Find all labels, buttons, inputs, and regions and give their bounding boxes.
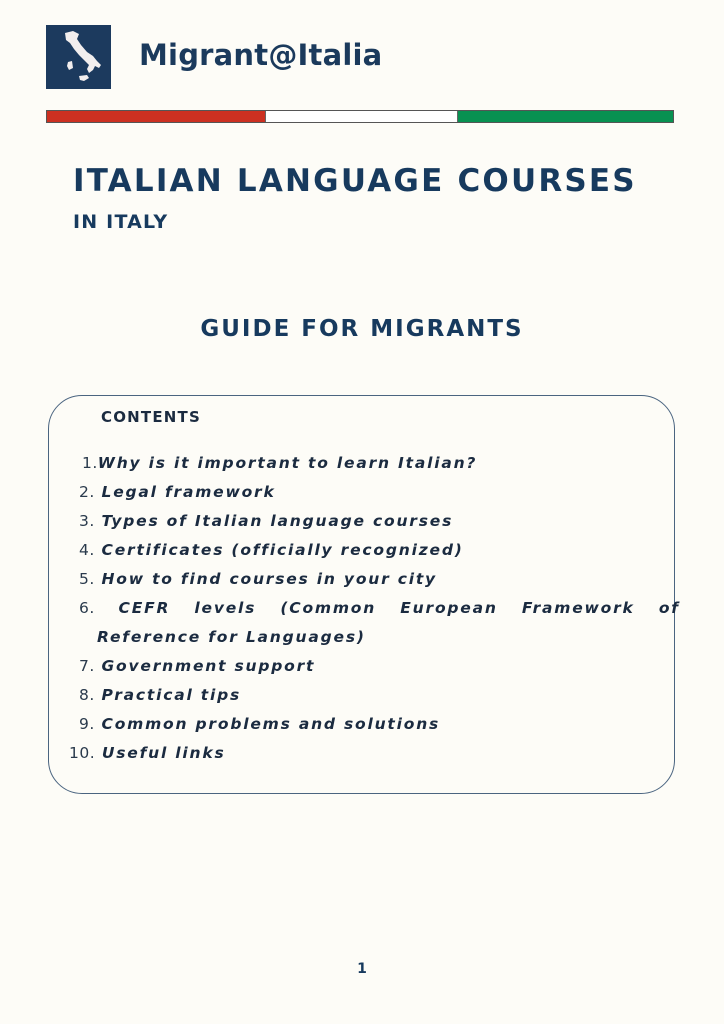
italy-map-icon bbox=[46, 25, 111, 89]
toc-item[interactable] bbox=[79, 541, 464, 559]
toc-item-text: Government support bbox=[101, 657, 316, 675]
toc-item-text: How to find courses in your city bbox=[101, 570, 437, 588]
toc-item-number: 3. bbox=[79, 512, 95, 530]
toc-item-text: CEFR levels (Common European Framework of bbox=[118, 599, 680, 617]
toc-item[interactable] bbox=[79, 512, 453, 530]
table-of-contents bbox=[48, 395, 680, 794]
logo bbox=[46, 25, 111, 89]
toc-item-text: Why is it important to learn Italian? bbox=[97, 454, 478, 472]
toc-item-text: Practical tips bbox=[101, 686, 242, 704]
toc-item-number: 2. bbox=[79, 483, 95, 501]
toc-item-number: 1. bbox=[82, 454, 98, 472]
toc-item-number: 6. bbox=[79, 599, 95, 617]
flag-green-stripe bbox=[458, 111, 673, 122]
toc-item-number: 4. bbox=[79, 541, 95, 559]
toc-item[interactable] bbox=[69, 744, 226, 762]
flag-red-stripe bbox=[47, 111, 266, 122]
brand-name: Migrant@Italia bbox=[139, 38, 383, 72]
document-subtitle: IN ITALY bbox=[73, 211, 169, 233]
toc-item-number: 5. bbox=[79, 570, 95, 588]
toc-item[interactable] bbox=[79, 657, 315, 675]
toc-item-number: 7. bbox=[79, 657, 95, 675]
toc-item-continuation[interactable] bbox=[97, 628, 366, 646]
toc-item-text: Legal framework bbox=[101, 483, 276, 501]
toc-item[interactable] bbox=[79, 599, 680, 617]
toc-item-text: Certificates (officially recognized) bbox=[101, 541, 464, 559]
toc-item[interactable] bbox=[79, 570, 437, 588]
contents-heading: CONTENTS bbox=[101, 408, 201, 426]
italian-flag-bar bbox=[46, 110, 674, 123]
toc-item[interactable] bbox=[79, 686, 241, 704]
toc-item-text: Types of Italian language courses bbox=[101, 512, 454, 530]
toc-item[interactable] bbox=[82, 454, 477, 472]
toc-item[interactable] bbox=[79, 715, 440, 733]
page-number: 1 bbox=[357, 961, 367, 977]
toc-item-text: Useful links bbox=[101, 744, 226, 762]
toc-item-text: Common problems and solutions bbox=[101, 715, 441, 733]
document-title: ITALIAN LANGUAGE COURSES bbox=[73, 163, 637, 199]
toc-item-text: Reference for Languages) bbox=[97, 628, 366, 646]
toc-item-number: 8. bbox=[79, 686, 95, 704]
toc-item[interactable] bbox=[79, 483, 276, 501]
toc-item-number: 9. bbox=[79, 715, 95, 733]
flag-white-stripe bbox=[266, 111, 458, 122]
toc-item-number: 10. bbox=[69, 744, 96, 762]
guide-heading: GUIDE FOR MIGRANTS bbox=[200, 316, 524, 342]
